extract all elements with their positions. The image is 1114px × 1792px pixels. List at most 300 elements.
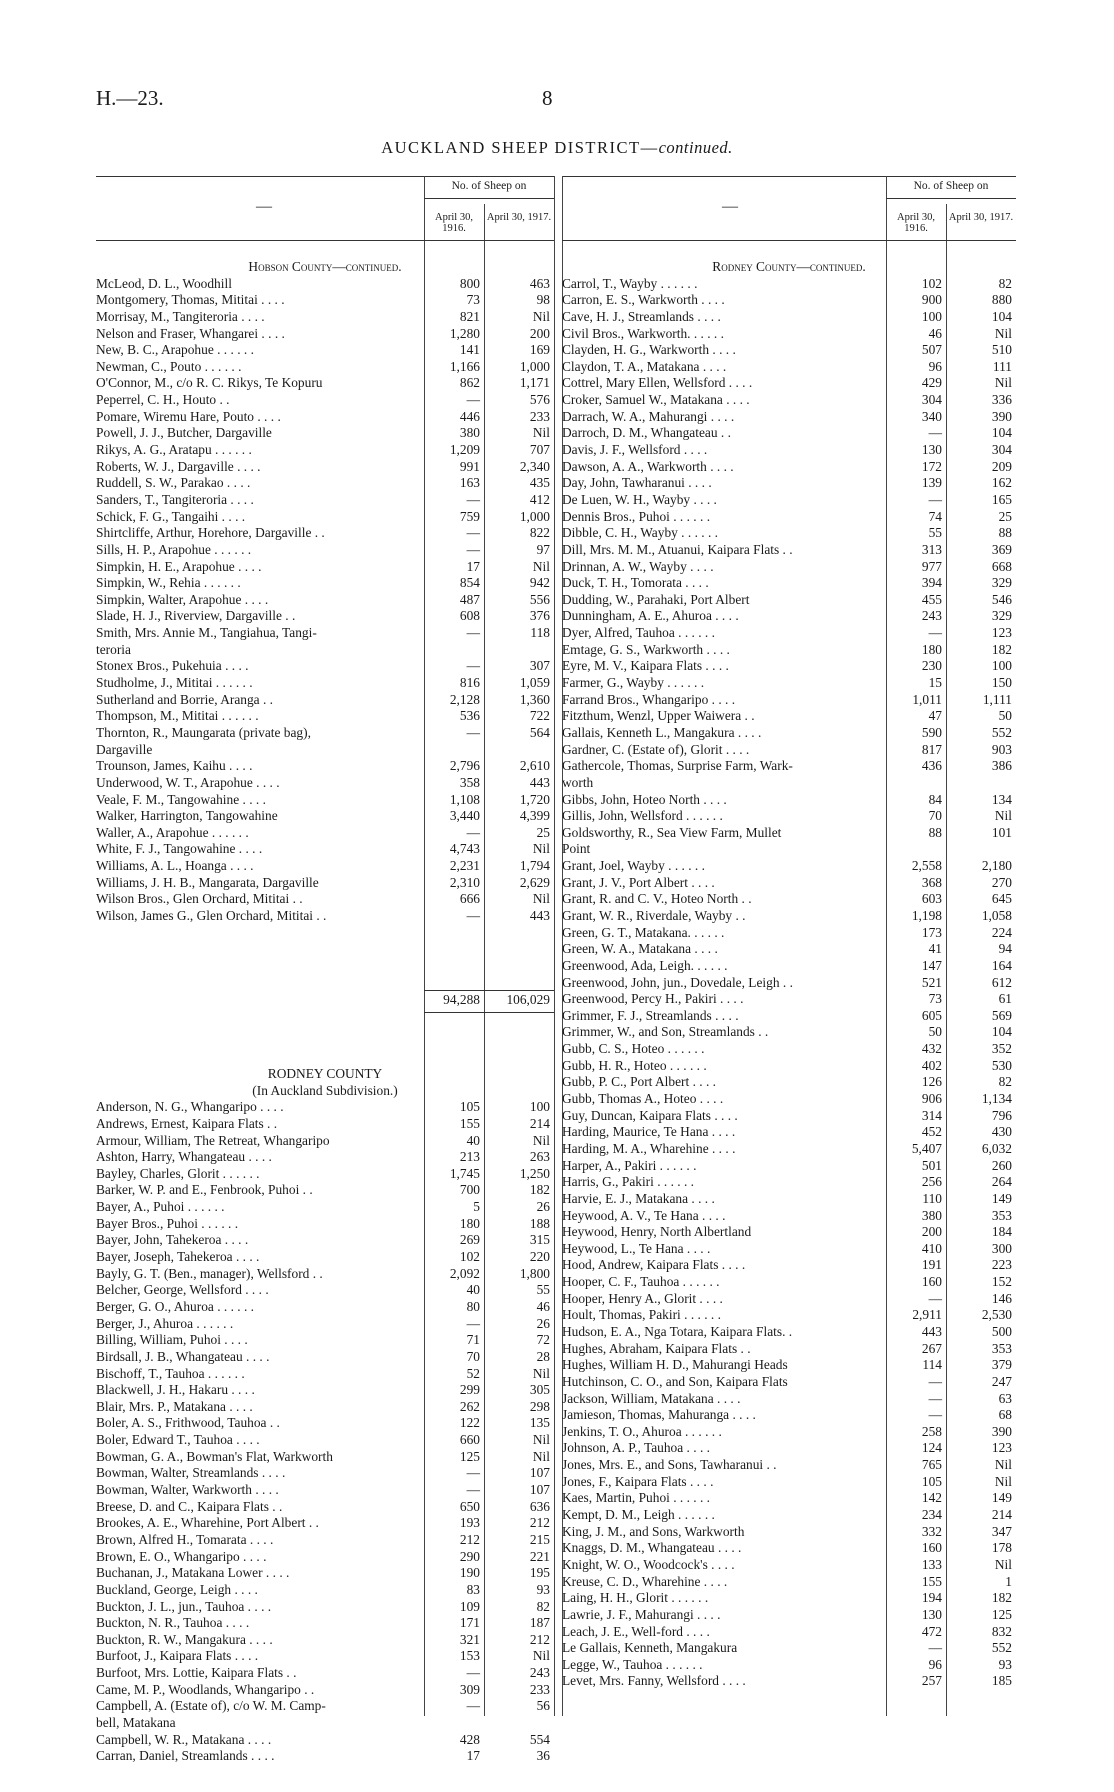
count-1917: 347 xyxy=(991,1523,1012,1539)
table-row xyxy=(562,1624,1016,1641)
count-1916: 52 xyxy=(466,1365,480,1381)
table-row xyxy=(562,359,1016,376)
table-row xyxy=(96,1349,554,1366)
table-row xyxy=(96,625,554,642)
count-1916: 2,092 xyxy=(449,1265,480,1281)
count-1916: 452 xyxy=(921,1124,942,1140)
owner-name: Rikys, A. G., Aratapu . . . . . . xyxy=(96,442,252,458)
count-1916: 2,128 xyxy=(449,691,480,707)
owner-name: Barker, W. P. and E., Fenbrook, Puhoi . . xyxy=(96,1182,313,1198)
count-1916: 130 xyxy=(921,1606,942,1622)
owner-name: Simpkin, Walter, Arapohue . . . . xyxy=(96,591,269,607)
count-1916: 141 xyxy=(459,342,480,358)
total-1916: 94,288 xyxy=(443,992,480,1007)
count-1916: 340 xyxy=(921,408,942,424)
owner-name: Gibbs, John, Hoteo North . . . . xyxy=(562,791,727,807)
table-row xyxy=(96,1282,554,1299)
count-1917: 707 xyxy=(529,442,550,458)
count-1917: 443 xyxy=(529,907,550,923)
owner-name: Pomare, Wiremu Hare, Pouto . . . . xyxy=(96,408,281,424)
owner-name: Burfoot, Mrs. Lottie, Kaipara Flats . . xyxy=(96,1665,297,1681)
count-1917: 942 xyxy=(529,575,550,591)
count-1916: 603 xyxy=(921,891,942,907)
count-1917: 26 xyxy=(536,1199,550,1215)
count-1917: 2,629 xyxy=(519,874,550,890)
owner-name: Hooper, Henry A., Glorit . . . . xyxy=(562,1290,723,1306)
owner-name: Buckton, N. R., Tauhoa . . . . xyxy=(96,1615,250,1631)
count-1917: 221 xyxy=(529,1548,550,1564)
header-bottom-rule xyxy=(562,240,1016,241)
table-row xyxy=(96,342,554,359)
count-1917: 556 xyxy=(529,591,550,607)
count-1917: 552 xyxy=(991,1640,1012,1656)
table-row xyxy=(562,891,1016,908)
table-row xyxy=(562,1657,1016,1674)
count-1917: 668 xyxy=(991,558,1012,574)
count-1916: 124 xyxy=(921,1440,942,1456)
owner-name: Jones, F., Kaipara Flats . . . . xyxy=(562,1473,714,1489)
section-title: Rodney County—continued. xyxy=(712,259,866,274)
owner-name: Drinnan, A. W., Wayby . . . . xyxy=(562,558,714,574)
count-1917: 379 xyxy=(991,1357,1012,1373)
count-1917: 645 xyxy=(991,891,1012,907)
table-row xyxy=(562,1257,1016,1274)
count-1917: 25 xyxy=(998,508,1012,524)
header-rule xyxy=(886,198,1016,199)
count-1917: 463 xyxy=(529,275,550,291)
count-1916: — xyxy=(466,658,480,674)
table-row xyxy=(96,1182,554,1199)
owner-name: Greenwood, John, jun., Dovedale, Leigh . . xyxy=(562,974,793,990)
count-1916: 105 xyxy=(921,1473,942,1489)
count-1917: Nil xyxy=(532,1432,550,1448)
count-1916: 605 xyxy=(921,1007,942,1023)
count-1917: Nil xyxy=(532,1132,550,1148)
owner-name: Came, M. P., Woodlands, Whangaripo . . xyxy=(96,1681,315,1697)
count-1916: — xyxy=(928,1290,942,1306)
count-1917: 315 xyxy=(529,1232,550,1248)
table-row xyxy=(96,642,554,659)
count-1917: 612 xyxy=(991,974,1012,990)
count-1917: 903 xyxy=(991,741,1012,757)
count-1917: 554 xyxy=(529,1731,550,1747)
owner-name: Buckland, George, Leigh . . . . xyxy=(96,1581,258,1597)
owner-name: O'Connor, M., c/o R. C. Rikys, Te Kopuru xyxy=(96,375,323,391)
owner-name: Dill, Mrs. M. M., Atuanui, Kaipara Flats . . xyxy=(562,541,793,557)
count-1917: 243 xyxy=(529,1665,550,1681)
table-row xyxy=(562,1607,1016,1624)
table-row xyxy=(96,409,554,426)
table-row xyxy=(562,459,1016,476)
count-1916: 590 xyxy=(921,724,942,740)
owner-name: Gubb, Thomas A., Hoteo . . . . xyxy=(562,1091,724,1107)
count-1917: 386 xyxy=(991,758,1012,774)
owner-name: Darrach, W. A., Mahurangi . . . . xyxy=(562,408,735,424)
count-1916: 191 xyxy=(921,1257,942,1273)
count-1917: 104 xyxy=(991,425,1012,441)
owner-name: Simpkin, H. E., Arapohue . . . . xyxy=(96,558,262,574)
count-1917: Nil xyxy=(532,1448,550,1464)
count-1916: — xyxy=(466,541,480,557)
table-top-rule xyxy=(96,176,554,177)
table-row xyxy=(96,1582,554,1599)
count-1917: 1,794 xyxy=(519,858,550,874)
owner-name: Walker, Harrington, Tangowahine xyxy=(96,808,278,824)
section-subtitle: (In Auckland Subdivision.) xyxy=(252,1082,398,1098)
owner-name: Grant, J. V., Port Albert . . . . xyxy=(562,874,715,890)
count-1916: — xyxy=(466,907,480,923)
count-1916: 501 xyxy=(921,1157,942,1173)
count-1916: 1,198 xyxy=(911,907,942,923)
table-row xyxy=(562,525,1016,542)
table-row xyxy=(562,292,1016,309)
owner-name: Buckton, R. W., Mangakura . . . . xyxy=(96,1631,273,1647)
count-1917: 150 xyxy=(991,675,1012,691)
owner-name: Hutchinson, C. O., and Son, Kaipara Flats xyxy=(562,1373,788,1389)
table-row xyxy=(96,875,554,892)
owner-name: Cottrel, Mary Ellen, Wellsford . . . . xyxy=(562,375,753,391)
count-1916: 257 xyxy=(921,1673,942,1689)
table-row xyxy=(96,459,554,476)
table-row xyxy=(562,1374,1016,1391)
count-1917: 107 xyxy=(529,1465,550,1481)
table-row xyxy=(96,575,554,592)
count-1916: 410 xyxy=(921,1240,942,1256)
owner-name: Jones, Mrs. E., and Sons, Tawharanui . . xyxy=(562,1457,777,1473)
count-1916: 100 xyxy=(921,308,942,324)
table-row xyxy=(96,725,554,742)
table-row xyxy=(562,658,1016,675)
owner-name: Newman, C., Pouto . . . . . . xyxy=(96,358,242,374)
table-row xyxy=(562,1091,1016,1108)
count-1916: 126 xyxy=(921,1074,942,1090)
count-1916: 608 xyxy=(459,608,480,624)
owner-name: Harvie, E. J., Matakana . . . . xyxy=(562,1190,715,1206)
owner-name: McLeod, D. L., Woodhill xyxy=(96,275,232,291)
table-row xyxy=(562,392,1016,409)
owner-name: Hood, Andrew, Kaipara Flats . . . . xyxy=(562,1257,746,1273)
owner-name: Bayer, John, Tahekeroa . . . . xyxy=(96,1232,249,1248)
owner-name: Cave, H. J., Streamlands . . . . xyxy=(562,308,721,324)
table-row xyxy=(562,442,1016,459)
count-1916: 110 xyxy=(922,1190,942,1206)
col-1916-header: April 30, 1916. xyxy=(897,212,935,234)
count-1916: 1,011 xyxy=(912,691,942,707)
count-1916: 160 xyxy=(921,1540,942,1556)
count-1916: — xyxy=(466,392,480,408)
count-1917: 107 xyxy=(529,1482,550,1498)
count-1917: 72 xyxy=(536,1332,550,1348)
owner-name: Veale, F. M., Tangowahine . . . . xyxy=(96,791,266,807)
table-row xyxy=(562,1307,1016,1324)
owner-name: Bayley, Charles, Glorit . . . . . . xyxy=(96,1165,260,1181)
count-1917: 1,171 xyxy=(519,375,550,391)
owner-name: Buckton, J. L., jun., Tauhoa . . . . xyxy=(96,1598,272,1614)
owner-name: Buchanan, J., Matakana Lower . . . . xyxy=(96,1565,290,1581)
owner-name: Bowman, Walter, Streamlands . . . . xyxy=(96,1465,286,1481)
count-1917: 1,360 xyxy=(519,691,550,707)
table-row xyxy=(562,1191,1016,1208)
count-1917: 209 xyxy=(991,458,1012,474)
count-1917: 46 xyxy=(536,1298,550,1314)
owner-name: Harding, Maurice, Te Hana . . . . xyxy=(562,1124,736,1140)
count-1916: — xyxy=(928,425,942,441)
table-row xyxy=(96,792,554,809)
count-1916: 213 xyxy=(459,1149,480,1165)
owner-name: Breese, D. and C., Kaipara Flats . . xyxy=(96,1498,283,1514)
count-1917: 55 xyxy=(536,1282,550,1298)
count-1916: 55 xyxy=(928,525,942,541)
header-rule xyxy=(424,198,554,199)
count-1917: 329 xyxy=(991,575,1012,591)
table-row xyxy=(562,908,1016,925)
table-row xyxy=(96,1499,554,1516)
count-1916: 304 xyxy=(921,392,942,408)
count-1916: 666 xyxy=(459,891,480,907)
owner-name: Jackson, William, Matakana . . . . xyxy=(562,1390,741,1406)
count-1917: 546 xyxy=(991,591,1012,607)
count-1917: 162 xyxy=(991,475,1012,491)
table-row xyxy=(96,292,554,309)
owner-name: Sutherland and Borrie, Aranga . . xyxy=(96,691,274,707)
owner-name: Grant, W. R., Riverdale, Wayby . . xyxy=(562,907,746,923)
count-1917: 212 xyxy=(529,1631,550,1647)
owner-name: Armour, William, The Retreat, Whangaripo xyxy=(96,1132,330,1148)
count-1917: 185 xyxy=(991,1673,1012,1689)
table-row xyxy=(96,1532,554,1549)
table-row xyxy=(96,442,554,459)
count-1916: 368 xyxy=(921,874,942,890)
table-row xyxy=(96,1748,554,1765)
owner-name: Eyre, M. V., Kaipara Flats . . . . xyxy=(562,658,729,674)
count-1917: 94 xyxy=(998,941,1012,957)
owner-name: Leach, J. E., Well-ford . . . . xyxy=(562,1623,710,1639)
count-1917: 195 xyxy=(529,1565,550,1581)
count-1917: 182 xyxy=(991,1590,1012,1606)
count-1916: 991 xyxy=(459,458,480,474)
section-heading xyxy=(562,259,1016,276)
page-title xyxy=(0,138,1114,158)
owner-name: Grant, R. and C. V., Hoteo North . . xyxy=(562,891,752,907)
table-row xyxy=(562,1357,1016,1374)
count-1916: 1,745 xyxy=(449,1165,480,1181)
owner-name: Schick, F. G., Tangaihi . . . . xyxy=(96,508,246,524)
count-1917: 369 xyxy=(991,541,1012,557)
count-1917: 1,000 xyxy=(519,508,550,524)
owner-name: Jamieson, Thomas, Mahuranga . . . . xyxy=(562,1407,756,1423)
count-1917: 510 xyxy=(991,342,1012,358)
table-row xyxy=(562,692,1016,709)
count-1916: 230 xyxy=(921,658,942,674)
table-row xyxy=(96,908,554,925)
section-heading xyxy=(96,1066,554,1083)
owner-name: Bayer Bros., Puhoi . . . . . . xyxy=(96,1215,239,1231)
count-1916: 70 xyxy=(466,1348,480,1364)
owner-name: Williams, J. H. B., Mangarata, Dargaville xyxy=(96,874,319,890)
count-1916: 155 xyxy=(921,1573,942,1589)
count-1917: 1,800 xyxy=(519,1265,550,1281)
table-row xyxy=(96,1116,554,1133)
count-1916: — xyxy=(466,1465,480,1481)
rodney-section xyxy=(96,1066,554,1765)
table-row xyxy=(562,475,1016,492)
owner-name: Wilson, James G., Glen Orchard, Mititai . . xyxy=(96,907,327,923)
owner-name: Dyer, Alfred, Tauhoa . . . . . . xyxy=(562,625,715,641)
count-1916: — xyxy=(466,525,480,541)
count-1916: 122 xyxy=(459,1415,480,1431)
count-1916: 700 xyxy=(459,1182,480,1198)
count-1916: 142 xyxy=(921,1490,942,1506)
count-1916: 394 xyxy=(921,575,942,591)
count-1917: 435 xyxy=(529,475,550,491)
count-1916: 193 xyxy=(459,1515,480,1531)
count-1916: 155 xyxy=(459,1115,480,1131)
table-row xyxy=(96,309,554,326)
count-1917: 247 xyxy=(991,1373,1012,1389)
count-1916: 906 xyxy=(921,1091,942,1107)
owner-name: Farmer, G., Wayby . . . . . . xyxy=(562,675,705,691)
table-row xyxy=(562,742,1016,759)
owner-name: Studholme, J., Mititai . . . . . . xyxy=(96,675,253,691)
table-row xyxy=(96,1515,554,1532)
table-row xyxy=(562,1141,1016,1158)
count-1917: 352 xyxy=(991,1041,1012,1057)
table-row xyxy=(96,492,554,509)
owner-name: Peperrel, C. H., Houto . . xyxy=(96,392,230,408)
owner-name: Greenwood, Ada, Leigh. . . . . . xyxy=(562,957,728,973)
owner-name: Grant, Joel, Wayby . . . . . . xyxy=(562,858,705,874)
count-1917: 93 xyxy=(536,1581,550,1597)
count-1916: 190 xyxy=(459,1565,480,1581)
owner-name: Bayer, A., Puhoi . . . . . . xyxy=(96,1199,225,1215)
count-1917: Nil xyxy=(532,558,550,574)
table-row xyxy=(96,475,554,492)
owner-name: Underwood, W. T., Arapohue . . . . xyxy=(96,774,280,790)
count-1916: — xyxy=(466,491,480,507)
count-1917: 223 xyxy=(991,1257,1012,1273)
count-1917: 2,340 xyxy=(519,458,550,474)
table-row xyxy=(96,1482,554,1499)
table-row xyxy=(562,1474,1016,1491)
table-row xyxy=(96,1549,554,1566)
table-row xyxy=(96,1099,554,1116)
owner-name: Andrews, Ernest, Kaipara Flats . . xyxy=(96,1115,278,1131)
count-1917: 298 xyxy=(529,1398,550,1414)
count-1917: Nil xyxy=(994,808,1012,824)
count-1916: 74 xyxy=(928,508,942,524)
owner-name: Gathercole, Thomas, Surprise Farm, Wark- xyxy=(562,758,793,774)
count-1917: 135 xyxy=(529,1415,550,1431)
count-1917: Nil xyxy=(532,1365,550,1381)
owner-name: Legge, W., Tauhoa . . . . . . xyxy=(562,1656,703,1672)
count-1916: 1,209 xyxy=(449,442,480,458)
count-1917: 263 xyxy=(529,1149,550,1165)
table-row xyxy=(96,375,554,392)
owner-name: Stonex Bros., Pukehuia . . . . xyxy=(96,658,249,674)
count-1916: 436 xyxy=(921,758,942,774)
table-row xyxy=(96,708,554,725)
count-1917: 182 xyxy=(529,1182,550,1198)
count-1917: 636 xyxy=(529,1498,550,1514)
count-1917: 260 xyxy=(991,1157,1012,1173)
count-1916: 977 xyxy=(921,558,942,574)
owner-name: Berger, G. O., Ahuroa . . . . . . xyxy=(96,1298,255,1314)
count-1917: 88 xyxy=(998,525,1012,541)
table-row xyxy=(96,1565,554,1582)
owner-name: Ashton, Harry, Whangateau . . . . xyxy=(96,1149,272,1165)
col-1917-header: April 30, 1917. xyxy=(486,212,552,223)
table-row xyxy=(96,1432,554,1449)
owner-name: Boler, A. S., Frithwood, Tauhoa . . xyxy=(96,1415,280,1431)
table-row xyxy=(562,1640,1016,1657)
owner-name: Claydon, T. A., Matakana . . . . xyxy=(562,358,727,374)
count-1916: 47 xyxy=(928,708,942,724)
table-row xyxy=(96,1366,554,1383)
count-1917: 214 xyxy=(991,1507,1012,1523)
count-1916: — xyxy=(466,625,480,641)
count-1916: 180 xyxy=(459,1215,480,1231)
count-1917: 188 xyxy=(529,1215,550,1231)
count-1917: 93 xyxy=(998,1656,1012,1672)
count-1917: Nil xyxy=(532,1648,550,1664)
owner-name: Knaggs, D. M., Whangateau . . . . xyxy=(562,1540,742,1556)
count-1916: 358 xyxy=(459,774,480,790)
count-1917: 111 xyxy=(992,358,1012,374)
table-row xyxy=(96,1599,554,1616)
count-1916: 41 xyxy=(928,941,942,957)
count-1917: 353 xyxy=(991,1340,1012,1356)
owner-name: Blackwell, J. H., Hakaru . . . . xyxy=(96,1382,255,1398)
count-1916: — xyxy=(928,1640,942,1656)
owner-name: Lawrie, J. F., Mahurangi . . . . xyxy=(562,1606,721,1622)
count-1917: 390 xyxy=(991,1423,1012,1439)
count-1917: 97 xyxy=(536,541,550,557)
table-row xyxy=(96,1449,554,1466)
count-1916: 71 xyxy=(466,1332,480,1348)
table-row xyxy=(562,708,1016,725)
table-row xyxy=(562,858,1016,875)
count-1917: 233 xyxy=(529,1681,550,1697)
count-1916: 443 xyxy=(921,1324,942,1339)
page-title-continued: continued. xyxy=(658,138,733,157)
rodney-continued-section xyxy=(562,259,1016,1690)
count-1916: — xyxy=(928,1390,942,1406)
table-row xyxy=(562,425,1016,442)
table-row xyxy=(562,1024,1016,1041)
owner-name: Goldsworthy, R., Sea View Farm, Mullet xyxy=(562,824,782,840)
count-1917: 1,000 xyxy=(519,358,550,374)
count-1916: — xyxy=(928,1407,942,1423)
owner-name: Heywood, Henry, North Albertland xyxy=(562,1224,752,1240)
owner-name: Morrisay, M., Tangiteroria . . . . xyxy=(96,308,265,324)
count-1917: 104 xyxy=(991,1024,1012,1040)
table-row xyxy=(96,1732,554,1749)
count-1916: 173 xyxy=(921,924,942,940)
count-1916: 180 xyxy=(921,641,942,657)
owner-name: Roberts, W. J., Dargaville . . . . xyxy=(96,458,261,474)
owner-name: Grimmer, W., and Son, Streamlands . . xyxy=(562,1024,769,1040)
table-row xyxy=(562,1490,1016,1507)
owner-name: Fitzthum, Wenzl, Upper Waiwera . . xyxy=(562,708,755,724)
owner-name: Day, John, Tawharanui . . . . xyxy=(562,475,712,491)
count-1916: 1,166 xyxy=(449,358,480,374)
count-1916: 299 xyxy=(459,1382,480,1398)
table-row xyxy=(562,342,1016,359)
owner-name: Brown, E. O., Whangaripo . . . . xyxy=(96,1548,267,1564)
count-1917: 169 xyxy=(529,342,550,358)
count-1917: 552 xyxy=(991,724,1012,740)
count-1917: 1,059 xyxy=(519,675,550,691)
